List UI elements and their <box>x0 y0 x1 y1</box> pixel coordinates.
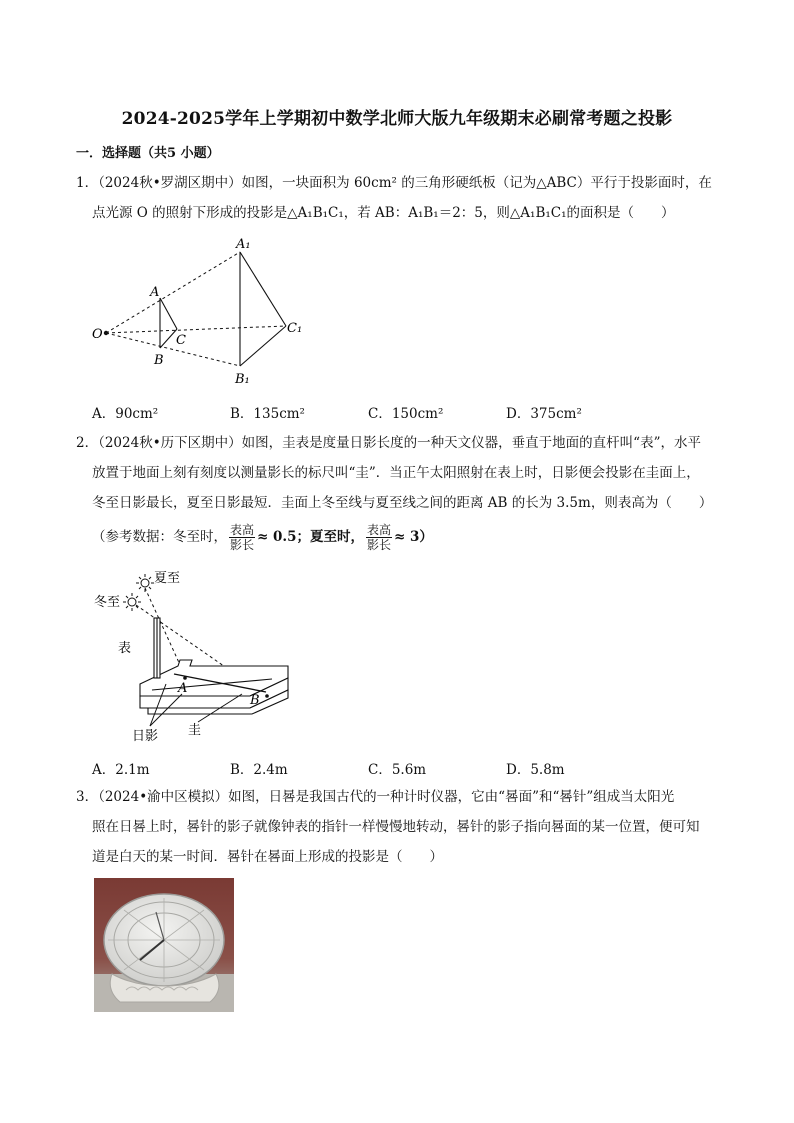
q2-choice-b[interactable]: B．2.4m <box>230 762 288 778</box>
fig1-ray-b <box>106 333 240 366</box>
summer-sun-icon <box>136 574 154 592</box>
question-2-text-1: （2024秋•历下区期中）如图，圭表是度量日影长度的一种天文仪器，垂直于地面的直杆叫“表”，水平 <box>98 435 701 451</box>
question-3-text-1: （2024•渝中区模拟）如图，日晷是我国古代的一种计时仪器，它由“晷面”和“晷针”组成当太阳光 <box>98 789 675 805</box>
question-2-reference <box>76 518 724 556</box>
label-winter-solstice: 冬至 <box>94 595 121 610</box>
question-3-line-2: 照在日晷上时，晷针的影子就像钟表的指针一样慢慢地转动，晷针的影子指向晷面的某一位置，便可知 <box>92 819 700 835</box>
question-1-choices <box>92 402 644 422</box>
q1-choice-b[interactable]: B．135cm² <box>230 406 305 422</box>
question-1-number: 1． <box>76 175 99 191</box>
ratio-fraction-summer: $\frac{\text{表高}}{\text{影长}}$ <box>367 523 392 552</box>
question-1-line-1 <box>76 168 724 198</box>
document-title: 2024-2025学年上学期初中数学北师大版九年级期末必刷常考题之投影 <box>121 109 673 129</box>
biao-rod <box>154 618 160 678</box>
fig1-light-source-point <box>104 331 108 335</box>
fig1-edge-a1c1 <box>240 252 286 326</box>
label-riying: 日影 <box>132 729 159 744</box>
label-gui: 圭 <box>188 723 202 738</box>
section-heading: 一．选择题（共5 小题） <box>76 146 220 161</box>
fig1-edge-bc <box>160 329 177 348</box>
fig1-label-b1: B₁ <box>235 372 250 387</box>
question-2 <box>76 428 724 556</box>
fig1-label-a: A <box>150 285 160 300</box>
question-3-line-3: 道是白天的某一时间．晷针在晷面上形成的投影是（ ） <box>92 849 443 865</box>
fig1-ray-c <box>106 326 286 333</box>
fig1-label-a1: A₁ <box>236 237 251 252</box>
fig1-label-b: B <box>154 353 164 368</box>
fig1-edge-ac <box>160 298 177 329</box>
question-2-line-3: 冬至日影最长，夏至日影最短．圭面上冬至线与夏至线之间的距离 AB 的长为 3.5m，则表高为（ ） <box>92 495 713 511</box>
question-2-choices <box>92 758 644 778</box>
fig1-edge-b1c1 <box>240 326 286 366</box>
fig1-label-o: O <box>92 327 103 342</box>
question-3 <box>76 782 724 872</box>
question-3-line-1 <box>76 782 724 812</box>
reference-winter-value: ≈ 0.5；夏至时， <box>257 529 365 545</box>
q1-choice-a[interactable]: A．90cm² <box>92 406 159 422</box>
point-b <box>265 694 269 698</box>
question-1 <box>76 168 724 228</box>
question-2-line-2: 放置于地面上刻有刻度以测量影长的标尺叫“圭”．当正午太阳照射在表上时，日影便会投影在圭面上， <box>92 465 700 481</box>
fig1-label-c1: C₁ <box>287 321 303 336</box>
winter-sun-icon <box>123 593 141 611</box>
q1-choice-d[interactable]: D．375cm² <box>506 406 582 422</box>
question-3-number: 3． <box>76 789 99 805</box>
q2-choice-c[interactable]: C．5.6m <box>368 762 427 778</box>
question-1-text-1: （2024秋•罗湖区期中）如图，一块面积为 60cm² 的三角形硬纸板（记为△ABC）平行于投影面时，在 <box>98 175 712 191</box>
label-summer-solstice: 夏至 <box>154 571 181 586</box>
question-1-line-2: 点光源 O 的照射下形成的投影是△A₁B₁C₁，若 AB：A₁B₁＝2：5，则△A₁B₁C₁的面积是（ ） <box>92 205 675 221</box>
question-2-line-1 <box>76 428 724 458</box>
ratio-fraction-winter: $\frac{\text{表高}}{\text{影长}}$ <box>230 523 255 552</box>
q2-choice-a[interactable]: A．2.1m <box>92 762 150 778</box>
sundial-photo <box>94 878 234 1012</box>
question-2-number: 2． <box>76 435 99 451</box>
reference-prefix: （参考数据：冬至时， <box>92 529 227 545</box>
q1-choice-c[interactable]: C．150cm² <box>368 406 444 422</box>
fig2-label-a: A <box>178 681 188 696</box>
fig1-label-c: C <box>176 333 186 348</box>
q2-choice-d[interactable]: D．5.8m <box>506 762 565 778</box>
question-2-figure <box>92 566 302 744</box>
label-biao: 表 <box>118 641 132 656</box>
point-a <box>183 676 187 680</box>
question-1-figure <box>90 232 320 392</box>
fig2-label-b: B <box>250 693 260 708</box>
reference-summer-value: ≈ 3） <box>394 529 433 545</box>
